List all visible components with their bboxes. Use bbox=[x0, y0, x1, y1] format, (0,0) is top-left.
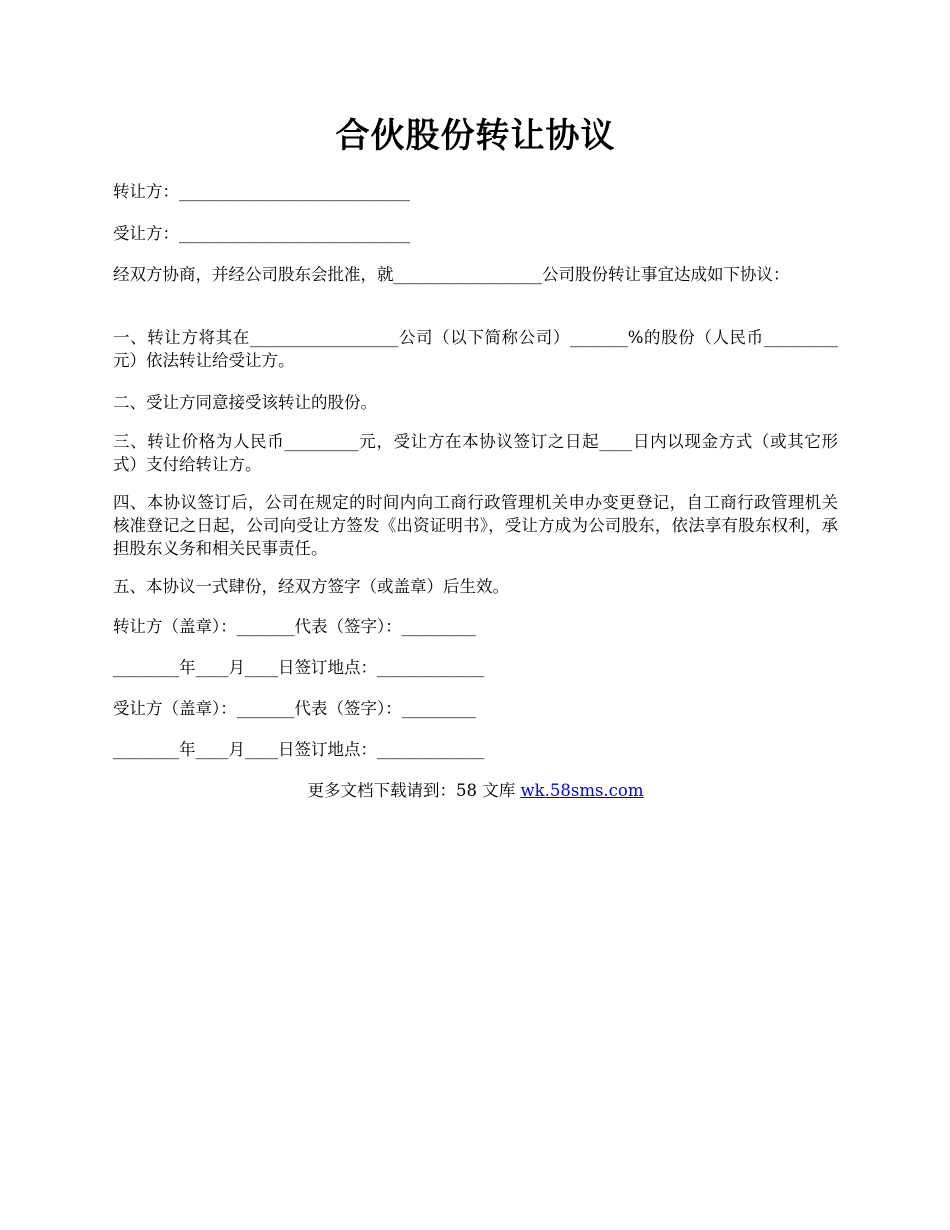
transferee-signature-line: 受让方（盖章）：_______代表（签字）：_________ bbox=[113, 699, 476, 718]
footer-link[interactable]: wk.58sms.com bbox=[520, 781, 644, 800]
clause-3: 三、转让价格为人民币_________元，受让方在本协议签订之日起____日内以现金方式（或其它形式）支付给转让方。 bbox=[113, 432, 838, 474]
transferor-line: 转让方：____________________________ bbox=[113, 182, 410, 201]
transferor-date-place-line: ________年____月____日签订地点：_____________ bbox=[113, 658, 485, 677]
document-title: 合伙股份转让协议 bbox=[335, 116, 616, 156]
transferor-signature-line: 转让方（盖章）：_______代表（签字）：_________ bbox=[113, 617, 476, 636]
clause-2: 二、受让方同意接受该转让的股份。 bbox=[113, 393, 377, 412]
footer bbox=[113, 779, 838, 802]
transferee-line: 受让方：____________________________ bbox=[113, 224, 410, 243]
clause-5: 五、本协议一式肆份，经双方签字（或盖章）后生效。 bbox=[113, 577, 509, 596]
footer-text: 更多文档下载请到：58 文库 bbox=[307, 781, 521, 800]
clause-4: 四、本协议签订后，公司在规定的时间内向工商行政管理机关申办变更登记，自工商行政管理机关核准登记之日起，公司向受让方签发《出资证明书》，受让方成为公司股东，依法享有股东权利，承担股东义务和相关民事责任。 bbox=[113, 493, 838, 558]
preamble-paragraph: 经双方协商，并经公司股东会批准，就__________________公司股份转让事宜达成如下协议： bbox=[113, 265, 790, 284]
transferee-date-place-line: ________年____月____日签订地点：_____________ bbox=[113, 740, 485, 759]
clause-1: 一、转让方将其在__________________公司（以下简称公司）_______%的股份（人民币_________元）依法转让给受让方。 bbox=[113, 328, 838, 370]
